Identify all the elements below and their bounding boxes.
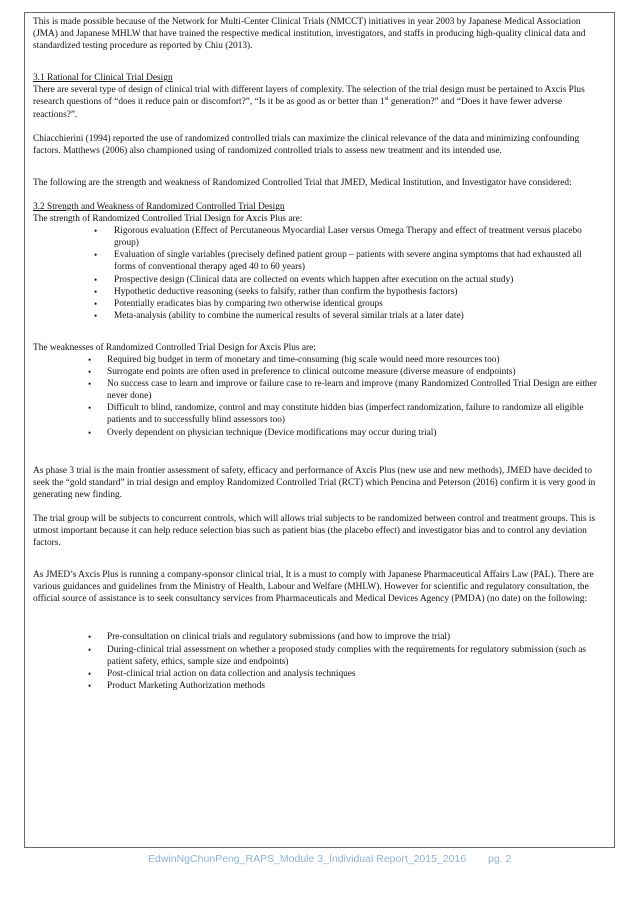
section-heading-3-1: 3.1 Rational for Clinical Trial Design (33, 73, 173, 84)
chiacchierini-paragraph: Chiacchierini (1994) reported the use of randomized controlled trials can maximize the clinical relevance of the data and minimizing confounding factors. Matthews (2006) also championed using of randomized controlled trials to assess new treatment and its intended use. (33, 133, 580, 156)
services-list (33, 631, 605, 691)
superscript-st: st (384, 96, 389, 103)
list-item: • Evaluation of single variables (precisely defined patient group – patients with severe angina symptoms that had exhausted all forms of conventional therapy aged 40 to 60 years) (33, 249, 605, 273)
list-item: • No success case to learn and improve or failure case to re-learn and improve (many Randomized Controlled Trial Design are either never done) (33, 378, 605, 402)
section-heading-3-2: 3.2 Strength and Weakness of Randomized Controlled Trial Design (33, 201, 285, 212)
list-item: • Required big budget in term of monetary and time-consuming (big scale would need more resources too) (33, 354, 605, 366)
list-item: • Prospective design (Clinical data are collected on events which happen after execution on the actual study) (33, 274, 605, 286)
list-item: • During-clinical trial assessment on whether a proposed study complies with the requirements for regulatory submission (such as patient safety, ethics, sample size and endpoints) (33, 644, 605, 668)
weakness-intro: The weaknesses of Randomized Controlled Trial Design for Axcis Plus are: (33, 342, 316, 353)
footer-document-name: EdwinNgChunPeng_RAPS_Module 3_Individual Report_2015_2016 (148, 853, 467, 865)
list-item: • Post-clinical trial action on data collection and analysis techniques (33, 668, 605, 680)
intro-paragraph: This is made possible because of the Network for Multi-Center Clinical Trials (NMCCT) initiatives in year 2003 by Japanese Medical Association (JMA) and Japanese MHLW that have trained the respective medical institution, investigators, and staffs in producing high-quality clinical data and standardized testing procedure as reported by Chiu (2013). (33, 17, 586, 52)
strength-list (33, 225, 605, 322)
rational-text-b: generation?” and “Does it have fewer adverse reactions?”. (33, 97, 563, 120)
list-item: • Hypothetic deductive reasoning (seeks to falsify, rather than confirm the hypothesis factors) (33, 286, 605, 298)
list-item: • Meta-analysis (ability to combine the numerical results of several similar trials at a later date) (33, 310, 605, 322)
footer-page-number: pg. 2 (488, 853, 512, 865)
list-item: • Surrogate end points are often used in preference to clinical outcome measure (diverse measure of endpoints) (33, 366, 605, 378)
list-item: • Rigorous evaluation (Effect of Percutaneous Myocardial Laser versus Omega Therapy and effect of treatment versus placebo group) (33, 225, 605, 249)
following-paragraph: The following are the strength and weakness of Randomized Controlled Trial that JMED, Medical Institution, and Investigator have considered: (33, 177, 572, 188)
jmed-paragraph: As JMED’s Axcis Plus is running a company-sponsor clinical trial, It is a must to comply with Japanese Pharmaceutical Affairs Law (PAL). There are various guidances and guidelines from the Ministry of Health, Labour and Welfare (MHLW). However for scientific and regulatory consultation, the official source of assistance is to seek consultancy services from Pharmaceuticals and Medical Devices Agency (PMDA) (no date) on the following: (33, 570, 594, 605)
rational-paragraph (33, 84, 605, 120)
list-item: • Product Marketing Authorization methods (33, 680, 605, 692)
trial-group-paragraph: The trial group will be subjects to concurrent controls, which will allows trial subjects to be randomized between control and treatment groups. This is utmost important because it can help reduce selection bias such as patient bias (the placebo effect) and investigator bias and to control any deviation factors. (33, 513, 596, 549)
document-body (33, 16, 605, 692)
list-item: • Overly dependent on physician technique (Device modifications may occur during trial) (33, 427, 605, 439)
list-item: • Potentially eradicates bias by comparing two otherwise identical groups (33, 298, 605, 310)
rational-text-a: There are several type of design of clinical trial with different layers of complexity. The selection of the trial design must be pertained to Axcis Plus research questions of “does it reduce pain or discomfort?”, “Is it be as good as or better than 1 (33, 85, 585, 108)
list-item: • Pre-consultation on clinical trials and regulatory submissions (and how to improve the trial) (33, 631, 605, 643)
weakness-list (33, 354, 605, 439)
list-item: • Difficult to blind, randomize, control and may constitute hidden bias (imperfect randomization, failure to randomize all eligible patients and to successfully blind assessors too) (33, 402, 605, 426)
phase3-paragraph: As phase 3 trial is the main frontier assessment of safety, efficacy and performance of Axcis Plus (new use and new methods), JMED have decided to seek the “gold standard” in trial design and employ Randomized Controlled Trial (RCT) which Pencina and Peterson (2016) confirm it is very good in generating new finding. (33, 465, 596, 500)
strength-intro: The strength of Randomized Controlled Trial Design for Axcis Plus are: (33, 214, 303, 225)
